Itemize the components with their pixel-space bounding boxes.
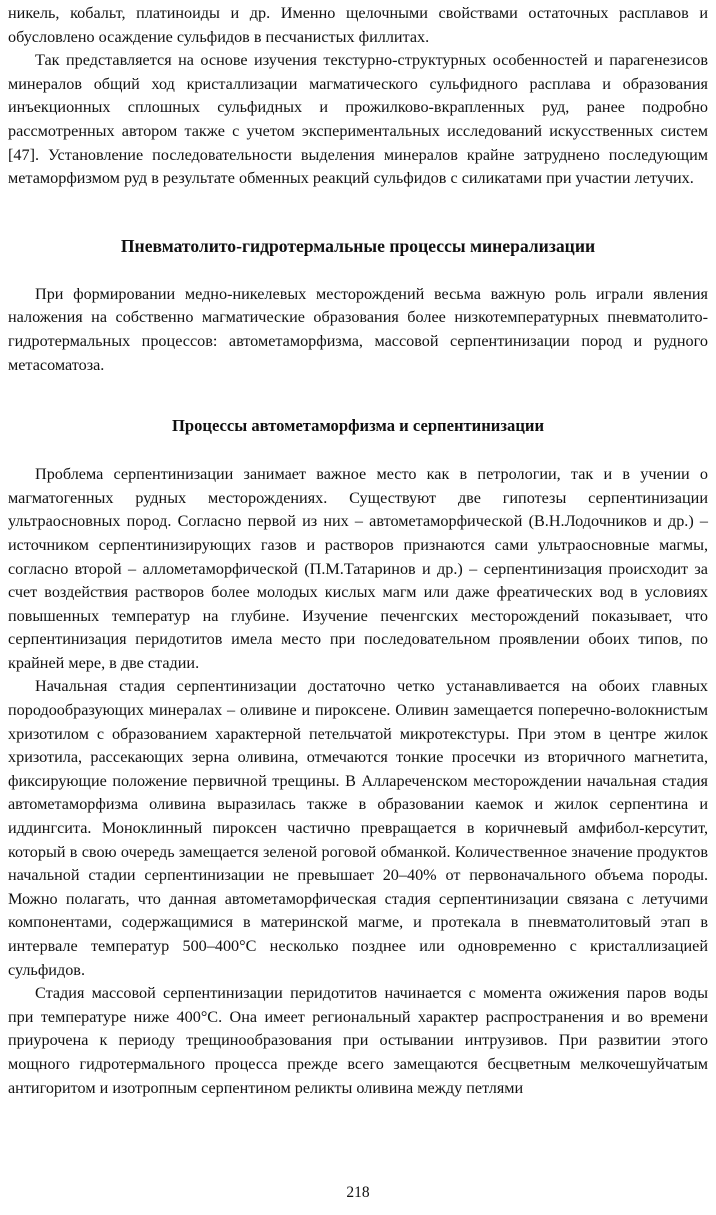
subsection-heading: Процессы автометаморфизма и серпентинизации [171,416,545,436]
section-heading: Пневматолито-гидротермальные процессы минерализации [120,235,596,256]
document-page [8,2,708,1213]
paragraph-initial-stage: Начальная стадия серпентинизации достаточно четко устанавливается на обоих главных породообразующих минералах – оливине и пироксене. Оливин замещается поперечно-волокнистым хризотилом с образованием характерной петельчатой микротекстуры. При этом в центре жилок хризотила, рассекающих зерна оливина, отмечаются тонкие просечки из вторичного магнетита, фиксирующие положение первичной трещины. В Аллареченском месторождении начальная стадия автометаморфизма оливина выразилась также в образовании каемок и жилок серпентина и иддингсита. Моноклинный пироксен частично превращается в коричневый амфибол-керсутит, который в свою очередь замещается зеленой роговой обманкой. Количественное значение продуктов начальной стадии серпентинизации не превышает 20–40% от первоначального объема породы. Можно полагать, что данная автометаморфическая стадия серпентинизации связана с летучими компонентами, содержащимися в материнской магме, и протекала в пневматолитовый этап в интервале температур 500–400°С несколько позднее или одновременно с кристаллизацией сульфидов. [8,677,708,979]
paragraph-crystallization: Так представляется на основе изучения текстурно-структурных особенностей и парагенезисов минералов общий ход кристаллизации магматического сульфидного расплава и образования инъекционных сплошных сульфидных и прожилково-вкрапленных руд, ранее подробно рассмотренных автором также с учетом экспериментальных исследований искусственных систем [47]. Установление последовательности выделения минералов крайне затруднено последующим метаморфизмом руд в результате обменных реакций сульфидов с силикатами при участии летучих. [8,51,708,188]
paragraph-serpentinization-problem: Проблема серпентинизации занимает важное место как в петрологии, так и в учении о магматогенных рудных месторождениях. Существуют две гипотезы серпентинизации ультраосновных пород. Согласно первой из них – автометаморфической (В.Н.Лодочников и др.) – источником серпентинизирующих газов и растворов признаются сами ультраосновные магмы, согласно второй – аллометаморфической (П.М.Татаринов и др.) – серпентинизация происходит за счет воздействия растворов более молодых кислых магм или даже фреатических вод в условиях повышенных температур на глубине. Изучение печенгских месторождений показывает, что серпентинизация перидотитов имела место при последовательном проявлении обоих типов, по крайней мере, в две стадии. [8,465,708,672]
paragraph-section-intro: При формировании медно-никелевых месторождений весьма важную роль играли явления наложения на собственно магматические образования более низкотемпературных пневматолито-гидротермальных процессов: автометаморфизма, массовой серпентинизации пород и рудного метасоматоза. [8,284,708,374]
page-number: 218 [346,1184,370,1201]
paragraph-mass-serpentinization: Стадия массовой серпентинизации перидотитов начинается с момента ожижения паров воды при температуре ниже 400°С. Она имеет региональный характер распространения и во времени приурочена к периоду трещинообразования при остывании интрузивов. При развитии этого мощного гидротермального процесса прежде всего замещаются бесцветным мелкочешуйчатым антигоритом и изотропным серпентином реликты оливина между петлями [8,984,708,1097]
paragraph-continuation: никель, кобальт, платиноиды и др. Именно щелочными свойствами остаточных расплавов и обусловлено осаждение сульфидов в песчанистых филлитах. [8,4,708,46]
